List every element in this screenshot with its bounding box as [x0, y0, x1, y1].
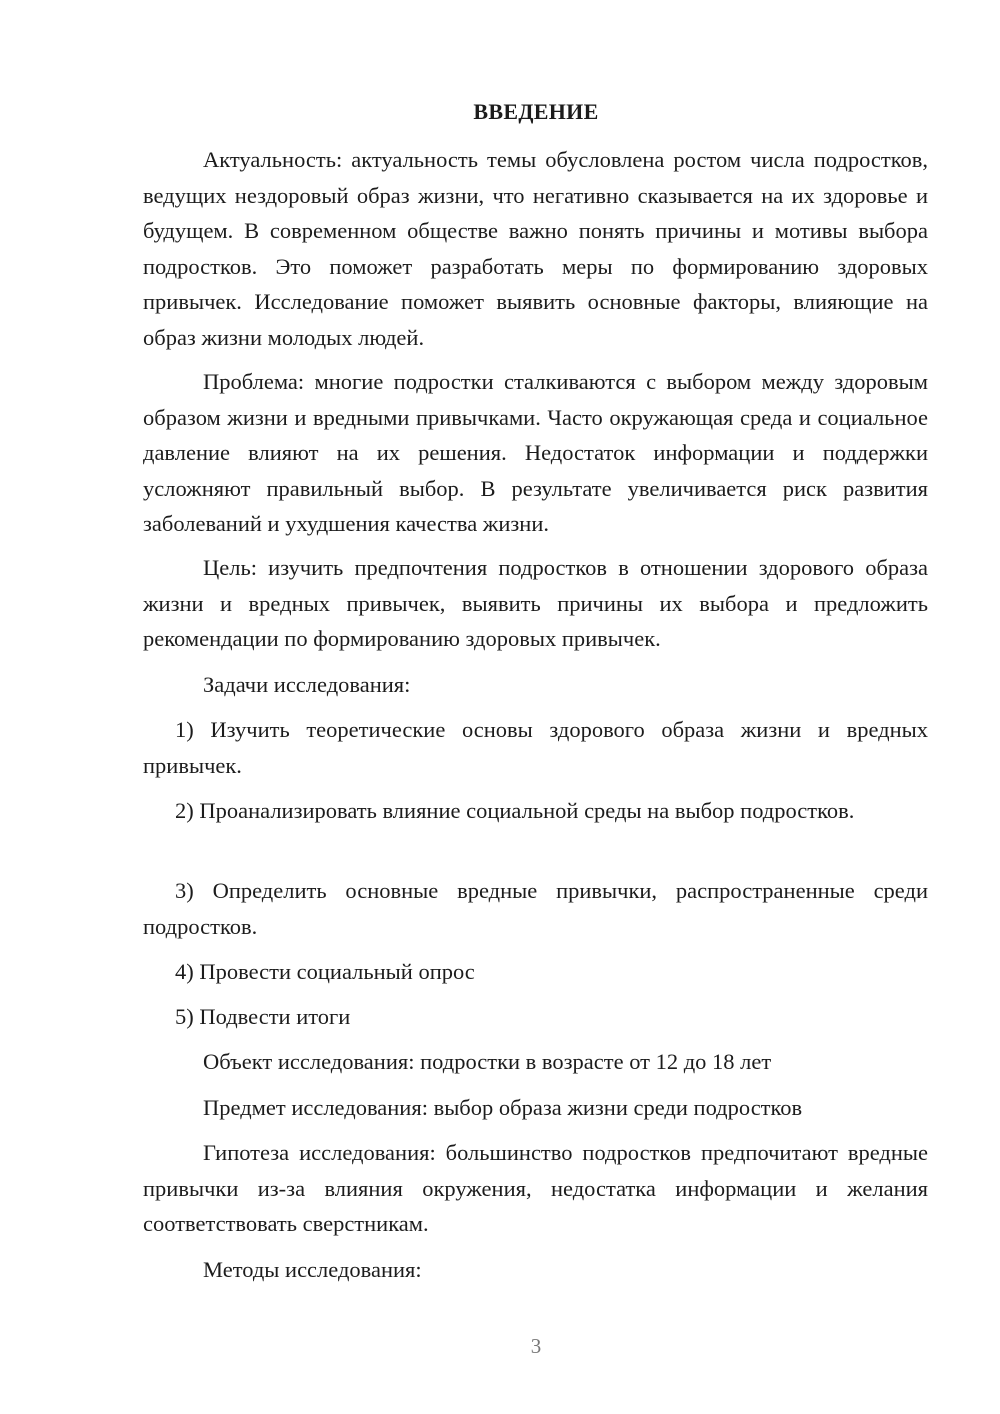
object-paragraph: Объект исследования: подростки в возрасте от 12 до 18 лет [203, 1049, 772, 1074]
problem-paragraph: Проблема: многие подростки сталкиваются с выбором между здоровым образом жизни и вредными привычками. Часто окружающая среда и социальное давление влияют на их решения. Недостаток информации и поддержки усложняют правильный выбор. В результате увеличивается риск развития заболеваний и ухудшения качества жизни. [143, 369, 928, 536]
task-item-4: 4) Провести социальный опрос [175, 959, 475, 984]
goal-paragraph: Цель: изучить предпочтения подростков в отношении здорового образа жизни и вредных привычек, выявить причины их выбора и предложить рекомендации по формированию здоровых привычек. [143, 555, 928, 651]
methods-heading: Методы исследования: [203, 1257, 422, 1282]
hypothesis-paragraph: Гипотеза исследования: большинство подростков предпочитают вредные привычки из-за влияния окружения, недостатка информации и желания соответствовать сверстникам. [143, 1140, 928, 1236]
task-item-3: 3) Определить основные вредные привычки, распространенные среди подростков. [143, 878, 928, 939]
task-item-5: 5) Подвести итоги [175, 1004, 351, 1029]
page-title: ВВЕДЕНИЕ [473, 99, 599, 124]
relevance-paragraph: Актуальность: актуальность темы обусловлена ростом числа подростков, ведущих нездоровый образ жизни, что негативно сказывается на их здоровье и будущем. В современном обществе важно понять причины и мотивы выбора подростков. Это поможет разработать меры по формированию здоровых привычек. Исследование поможет выявить основные факторы, влияющие на образ жизни молодых людей. [143, 147, 928, 350]
tasks-heading: Задачи исследования: [203, 672, 411, 697]
subject-paragraph: Предмет исследования: выбор образа жизни среди подростков [203, 1095, 803, 1120]
task-item-1: 1) Изучить теоретические основы здорового образа жизни и вредных привычек. [143, 717, 928, 778]
page-number: 3 [530, 1334, 542, 1358]
task-item-2: 2) Проанализировать влияние социальной среды на выбор подростков. [175, 798, 855, 823]
